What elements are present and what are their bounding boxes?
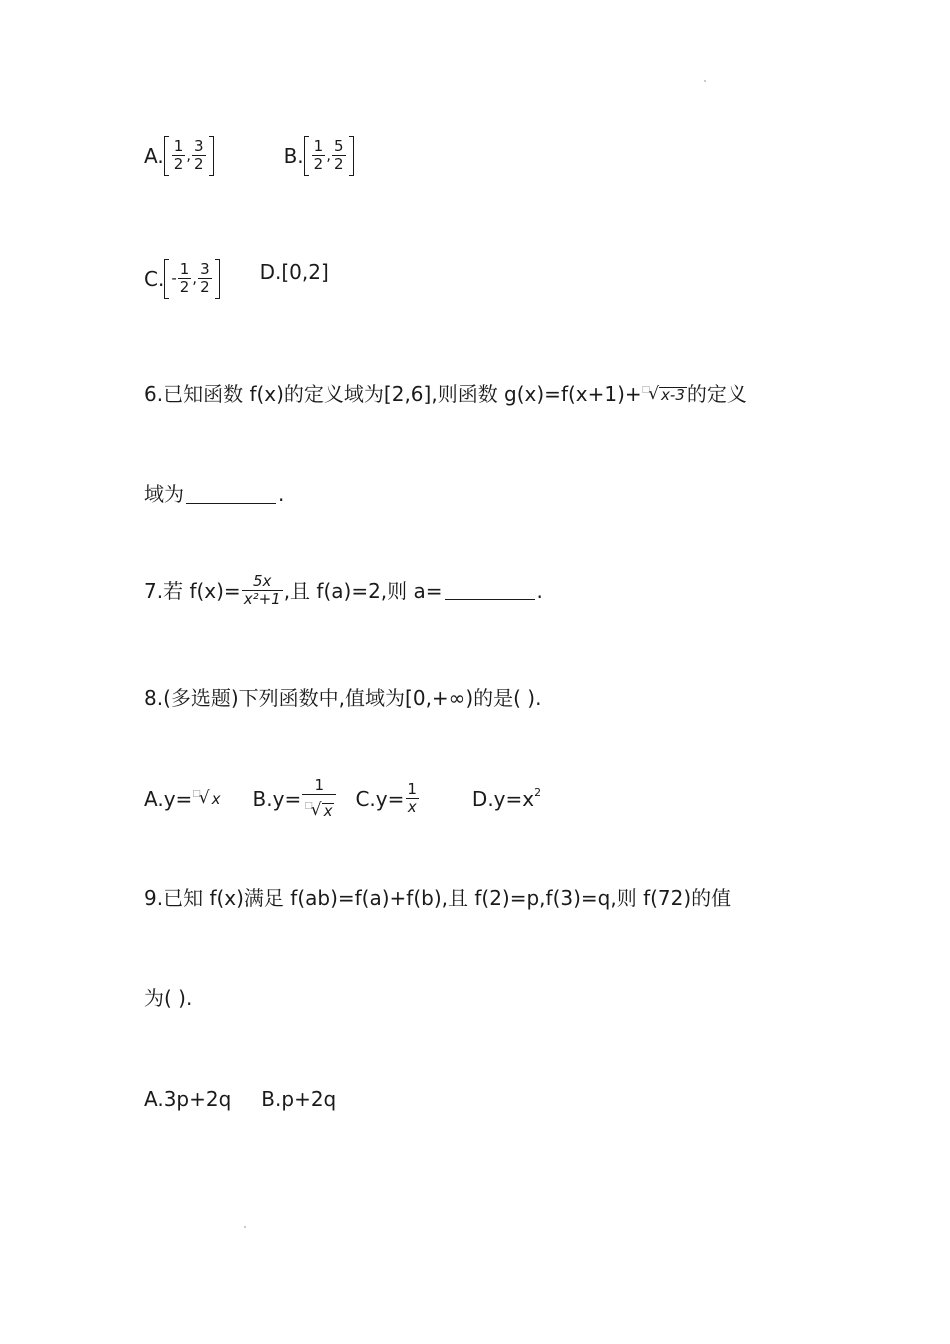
answer-blank[interactable] [445,581,535,600]
question-6-line2: 域为 . [144,482,285,506]
option-b: B.p+2q [261,1087,337,1111]
scan-dot [244,1226,246,1228]
q5-options-ab [144,136,354,176]
option-c-label: C. [144,266,165,291]
option-b: B.y= [252,786,302,811]
option-c: C.y= [355,786,405,811]
option-a: A.y= [144,786,193,811]
question-9-line1: 9.已知 f(x)满足 f(ab)=f(a)+f(b),且 f(2)=p,f(3)=q,则 f(72)的值 [144,886,732,910]
option-a-label: A. [144,143,164,168]
option-c-interval: - $\frac{1}{2}$ , $\frac{3}{2}$ [164,259,219,299]
scan-dot [704,80,706,82]
question-9-options [144,1089,336,1109]
option-d: D.[0,2] [259,259,329,284]
fraction-1-over-x: $\frac{1}{x}$ [407,780,417,816]
option-a: A.3p+2q [144,1087,232,1111]
question-9-line2: 为( ). [144,986,193,1010]
answer-blank[interactable] [186,485,276,504]
fraction-5x-over-x2-plus-1: $\frac{5x}{\text{x²+1}}$ [243,572,281,608]
cube-root-x-minus-3: □ √ x-3 [641,383,685,404]
question-8-options [144,778,541,820]
question-8-stem: 8.(多选题)下列函数中,值域为[0,+∞)的是( ). [144,686,542,710]
option-b-label: B. [283,143,304,168]
fraction-1-over-cube-root-x: 1 □ √ x [302,778,336,820]
option-b-interval: $\frac{1}{2}$ , $\frac{5}{2}$ [304,136,354,176]
question-7: 7.若 f(x)= $\frac{5x}{\text{x²+1}}$ ,且 f(a)=2,则 a= . [144,572,543,608]
option-a-interval: $\frac{1}{2}$ , $\frac{3}{2}$ [164,136,214,176]
cube-root-x: □ √ x [192,788,221,809]
q5-options-cd [144,259,329,299]
option-d: $D.y=x^2$ [471,785,542,811]
question-6-line1: 6.已知函数 f(x)的定义域为[2,6],则函数 g(x)=f(x+1)+ □ √ x-3 的定义 [144,382,747,406]
